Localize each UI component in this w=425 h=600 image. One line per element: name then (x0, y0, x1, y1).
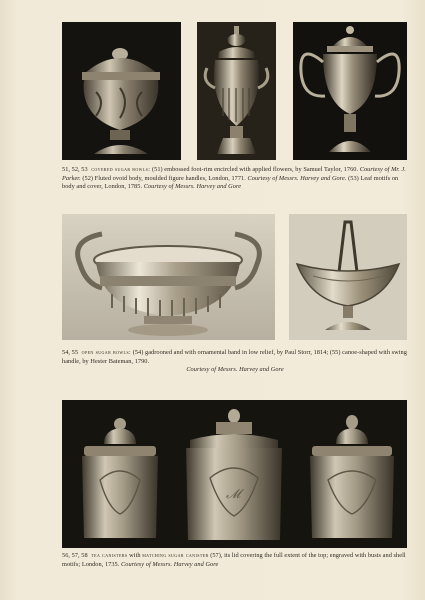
caption-credit: Courtesy of Mr. J. Parker. (62, 166, 406, 182)
covered-sugar-bowl-image (62, 22, 181, 160)
ovoid-covered-bowl-image (197, 22, 276, 160)
caption-credit: Courtesy of Messrs. Harvey and Gore. (247, 174, 347, 182)
photo-tea-canisters-56-57-58 (62, 400, 407, 548)
caption-text: (57), its lid covering the full extent of the top; engraved with busts and shell motifs; London, 1735. (62, 552, 406, 568)
caption-credit: Courtesy of Messrs. Harvey and Gore (186, 366, 284, 374)
caption-text: (52) Fluted ovoid body, moulded figure handles, London, 1771. (82, 174, 246, 182)
canoe-sugar-basket-image (289, 214, 407, 340)
photo-covered-cup-53 (293, 22, 407, 160)
caption-tea-canisters (62, 552, 408, 569)
caption-heading: matching sugar canister (142, 553, 209, 559)
photo-ovoid-covered-bowl-52 (197, 22, 276, 160)
covered-cup-image (293, 22, 407, 160)
caption-text: with (129, 552, 141, 559)
caption-text: (53) Leaf motifs on body and cover, London, 1785. (62, 174, 399, 191)
caption-text: (54) gadrooned and with ornamental band in low relief, by Paul Storr, 1814; (55) canoe-shaped with swing handle, by Hester Bateman, 1790. (62, 349, 407, 365)
caption-open-sugar-bowls (62, 349, 408, 375)
plate-numbers: 54, 55 (62, 349, 79, 356)
caption-heading: tea canisters (91, 553, 128, 559)
plate-numbers: 51, 52, 53 (62, 166, 88, 173)
photo-covered-sugar-bowl-51 (62, 22, 181, 160)
caption-credit: Courtesy of Messrs. Harvey and Gore (121, 560, 219, 568)
plate-numbers: 56, 57, 58 (62, 552, 88, 559)
open-sugar-bowl-image (62, 214, 275, 340)
photo-canoe-sugar-basket-55 (289, 214, 407, 340)
tea-canisters-image (62, 400, 407, 548)
engraved-monogram: 𝓜 (226, 486, 241, 501)
caption-heading: covered sugar bowls: (91, 167, 151, 173)
photo-open-sugar-bowl-54 (62, 214, 275, 340)
caption-credit: Courtesy of Messrs. Harvey and Gore (143, 183, 242, 191)
caption-text: (51) embossed foot-rim encircled with applied flowers, by Samuel Taylor, 1760. (151, 166, 359, 173)
caption-heading: open sugar bowls: (81, 350, 132, 356)
caption-covered-sugar-bowls (62, 166, 408, 192)
